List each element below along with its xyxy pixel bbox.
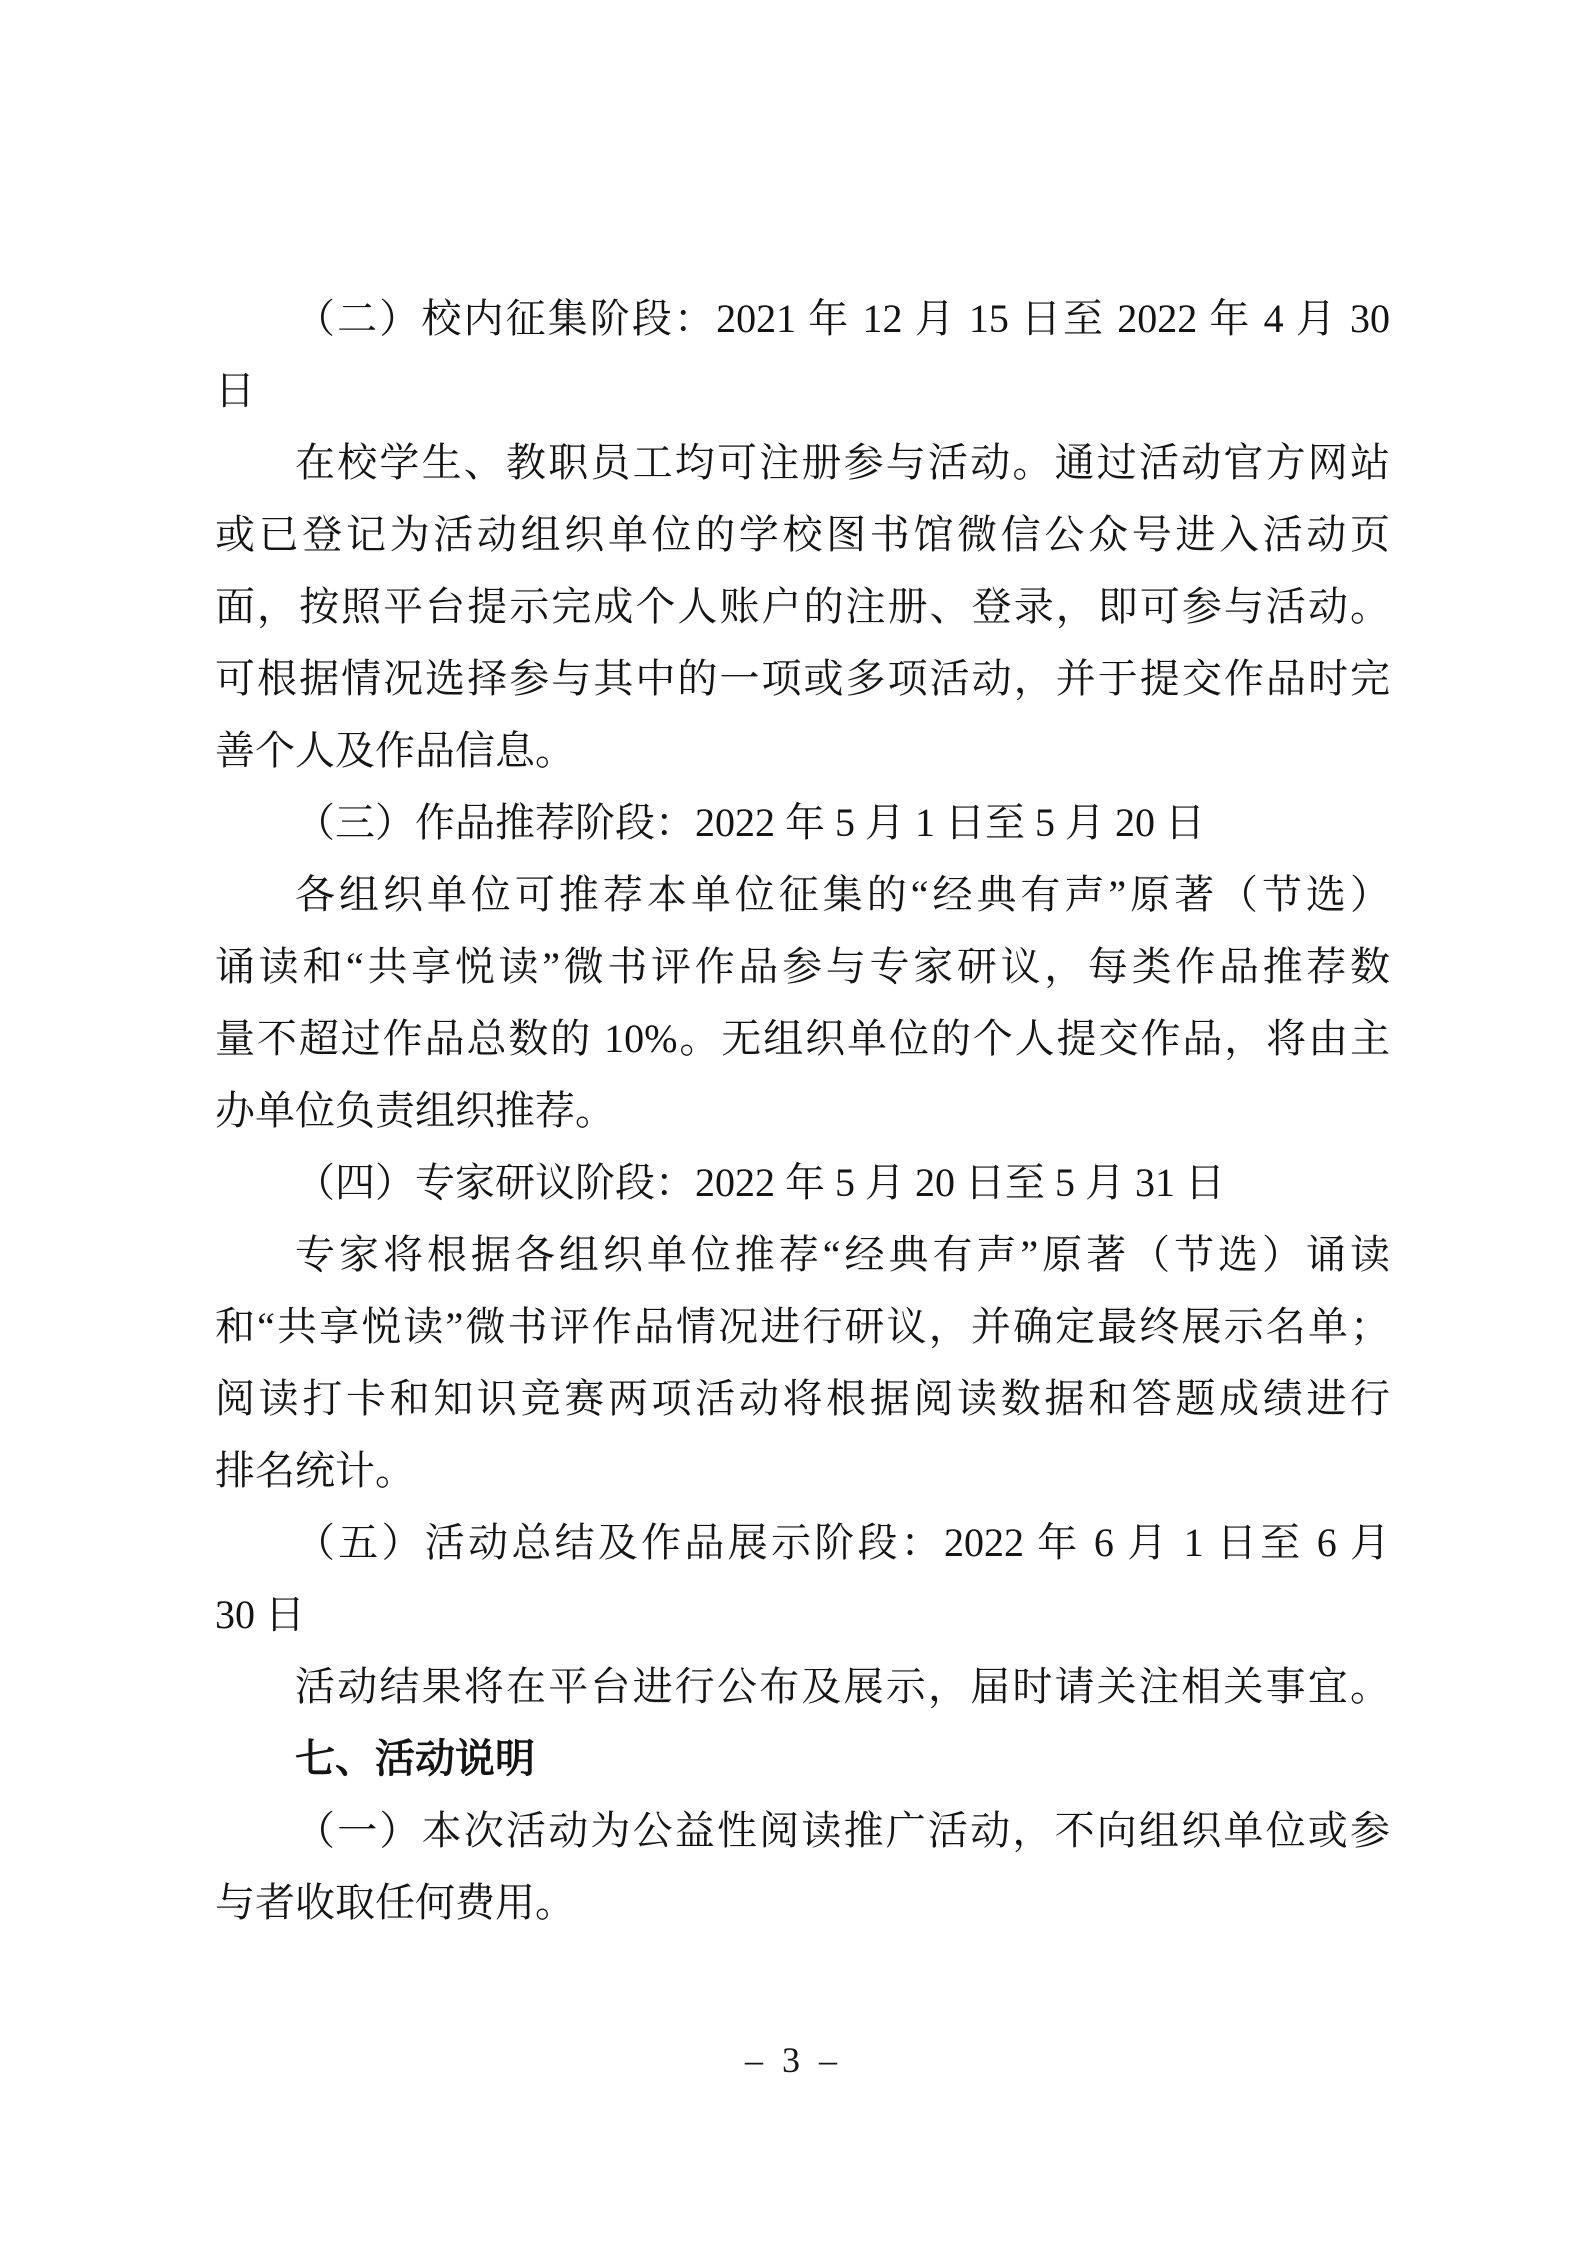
body-line: 和“共享悦读”微书评作品情况进行研议，并确定最终展示名单； (215, 1304, 1390, 1349)
body-line: 与者收取任何费用。 (215, 1880, 575, 1925)
body-line: 面，按照平台提示完成个人账户的注册、登录，即可参与活动。 (215, 584, 1390, 629)
stage-heading-line: （三）作品推荐阶段：2022 年 5 月 1 日至 5 月 20 日 (295, 800, 1205, 845)
body-line: 善个人及作品信息。 (215, 728, 575, 773)
stage-heading-continuation: 30 日 (215, 1592, 305, 1637)
stage-heading-line: （四）专家研议阶段：2022 年 5 月 20 日至 5 月 31 日 (295, 1160, 1225, 1205)
body-line: 专家将根据各组织单位推荐“经典有声”原著（节选）诵读 (295, 1232, 1390, 1277)
body-line: 诵读和“共享悦读”微书评作品参与专家研议，每类作品推荐数 (215, 944, 1390, 989)
page-number: – 3 – (745, 2040, 842, 2080)
stage-heading-line: （五）活动总结及作品展示阶段：2022 年 6 月 1 日至 6 月 (295, 1520, 1390, 1565)
body-line: 办单位负责组织推荐。 (215, 1088, 615, 1133)
document-body (215, 283, 1390, 1939)
body-line: （一）本次活动为公益性阅读推广活动，不向组织单位或参 (295, 1808, 1390, 1853)
body-line: 可根据情况选择参与其中的一项或多项活动，并于提交作品时完 (215, 656, 1390, 701)
section-heading: 七、活动说明 (295, 1737, 535, 1781)
body-line: 或已登记为活动组织单位的学校图书馆微信公众号进入活动页 (215, 512, 1390, 557)
stage-heading-line: （二）校内征集阶段：2021 年 12 月 15 日至 2022 年 4 月 30 (295, 296, 1390, 341)
body-line: 量不超过作品总数的 10%。无组织单位的个人提交作品，将由主 (215, 1016, 1390, 1061)
body-line: 阅读打卡和知识竞赛两项活动将根据阅读数据和答题成绩进行 (215, 1376, 1390, 1421)
body-line: 在校学生、教职员工均可注册参与活动。通过活动官方网站 (295, 440, 1390, 485)
body-line: 排名统计。 (215, 1448, 415, 1493)
body-line: 活动结果将在平台进行公布及展示，届时请关注相关事宜。 (295, 1664, 1390, 1709)
body-line: 各组织单位可推荐本单位征集的“经典有声”原著（节选） (295, 872, 1390, 917)
stage-heading-continuation: 日 (215, 368, 255, 413)
